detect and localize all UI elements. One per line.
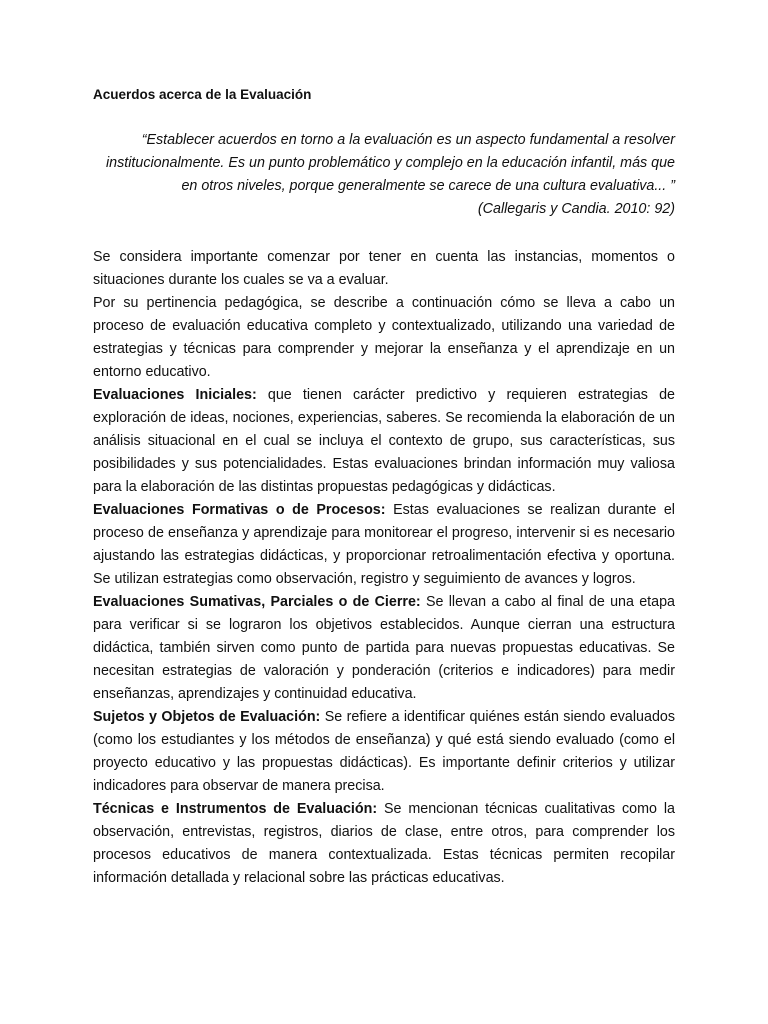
paragraph-purpose [93, 292, 675, 384]
quote-line: “Establecer acuerdos en torno a la evaluación es un aspecto fundamental a resolver [141, 132, 675, 148]
term-heading: Evaluaciones Iniciales: [93, 387, 257, 403]
paragraph-summative-evaluations [93, 591, 675, 706]
paragraph-text: Se considera importante comenzar por tener en cuenta las instancias, momentos o situaciones durante los cuales se va a evaluar. [93, 249, 675, 288]
term-heading: Evaluaciones Formativas o de Procesos: [93, 502, 386, 518]
epigraph-quote [93, 129, 675, 221]
term-heading: Técnicas e Instrumentos de Evaluación: [93, 801, 378, 817]
paragraph-text: Se llevan a cabo al final de una etapa para verificar si se lograron los objetivos establecidos. Aunque cierran una estructura didáctica, también sirven como punto de partida para nuevas propuestas educativas. Se necesitan estrategias de valoración y ponderación (criterios e indicadores) para medir enseñanzas, aprendizajes y continuidad educativa. [93, 594, 676, 702]
paragraph-subjects-objects [93, 706, 675, 798]
page-title: Acuerdos acerca de la Evaluación [93, 87, 312, 102]
paragraph-techniques-instruments [93, 798, 675, 890]
quote-line: institucionalmente. Es un punto problemático y complejo en la educación infantil, más que [105, 155, 675, 171]
document-body [93, 246, 675, 890]
paragraph-text: Por su pertinencia pedagógica, se describe a continuación cómo se lleva a cabo un proceso de evaluación educativa completo y contextualizado, utilizando una variedad de estrategias y técnicas para comprender y mejorar la enseñanza y el aprendizaje en un entorno educativo. [93, 295, 675, 380]
document-page [93, 0, 675, 1024]
paragraph-initial-evaluations [93, 384, 675, 499]
term-heading: Sujetos y Objetos de Evaluación: [93, 709, 321, 725]
quote-citation: (Callegaris y Candia. 2010: 92) [477, 201, 675, 217]
paragraph-text: Se refiere a identificar quiénes están siendo evaluados (como los estudiantes y los métodos de enseñanza) y qué está siendo evaluado (como el proyecto educativo y las propuestas didácticas). Es importante definir criterios y utilizar indicadores para observar de manera precisa. [93, 709, 675, 794]
paragraph-text: Se mencionan técnicas cualitativas como la observación, entrevistas, registros, diarios de clase, entre otros, para comprender los procesos educativos de manera contextualizada. Estas técnicas permiten recopilar información detallada y relacional sobre las prácticas educativas. [93, 801, 675, 886]
quote-line: en otros niveles, porque generalmente se carece de una cultura evaluativa... ” [181, 178, 675, 194]
term-heading: Evaluaciones Sumativas, Parciales o de Cierre: [93, 594, 421, 610]
paragraph-formative-evaluations [93, 499, 675, 591]
paragraph-text: que tienen carácter predictivo y requieren estrategias de exploración de ideas, nociones, experiencias, saberes. Se recomienda la elaboración de un análisis situacional en el cual se incluya el contexto de grupo, sus características, sus posibilidades y sus potencialidades. Estas evaluaciones brindan información muy valiosa para la elaboración de las distintas propuestas pedagógicas y didácticas. [93, 387, 676, 495]
paragraph-text: Estas evaluaciones se realizan durante el proceso de enseñanza y aprendizaje para monitorear el progreso, intervenir si es necesario ajustando las estrategias didácticas, y proporcionar retroalimentación efectiva y oportuna. Se utilizan estrategias como observación, registro y seguimiento de avances y logros. [93, 502, 675, 587]
paragraph-intro [93, 246, 675, 292]
